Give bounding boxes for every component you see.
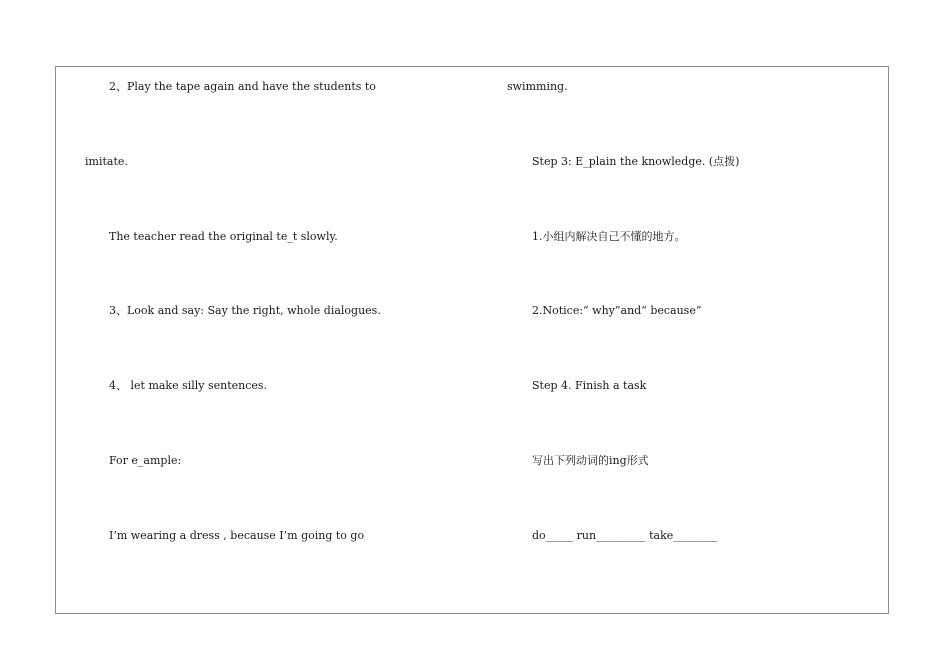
text-line-step-3: Step 3: E_plain the knowledge. (点拨) — [532, 155, 740, 168]
text-line-example-sentence: I’m wearing a dress , because I’m going to go — [109, 529, 365, 542]
text-line-ing-form-task: 写出下列动词的ing形式 — [532, 454, 649, 467]
text-line-fill-blanks: do_____ run_________ take________ — [532, 529, 718, 542]
text-line-for-example: For e_ample: — [109, 454, 182, 467]
text-line-play-tape-again: 2、Play the tape again and have the students to — [109, 80, 376, 93]
text-line-group-solve: 1.小组内解决自己不懂的地方。 — [532, 230, 686, 243]
text-line-step-4: Step 4. Finish a task — [532, 379, 647, 392]
text-line-silly-sentences: 4、 let make silly sentences. — [109, 379, 268, 392]
text-line-look-and-say: 3、Look and say: Say the right, whole dialogues. — [109, 304, 381, 317]
text-line-teacher-read: The teacher read the original te_t slowly. — [109, 230, 338, 243]
text-line-imitate: imitate. — [85, 155, 128, 168]
text-line-notice: 2.Notice:“ why”and“ because” — [532, 304, 702, 317]
text-line-swimming: swimming. — [507, 80, 568, 93]
